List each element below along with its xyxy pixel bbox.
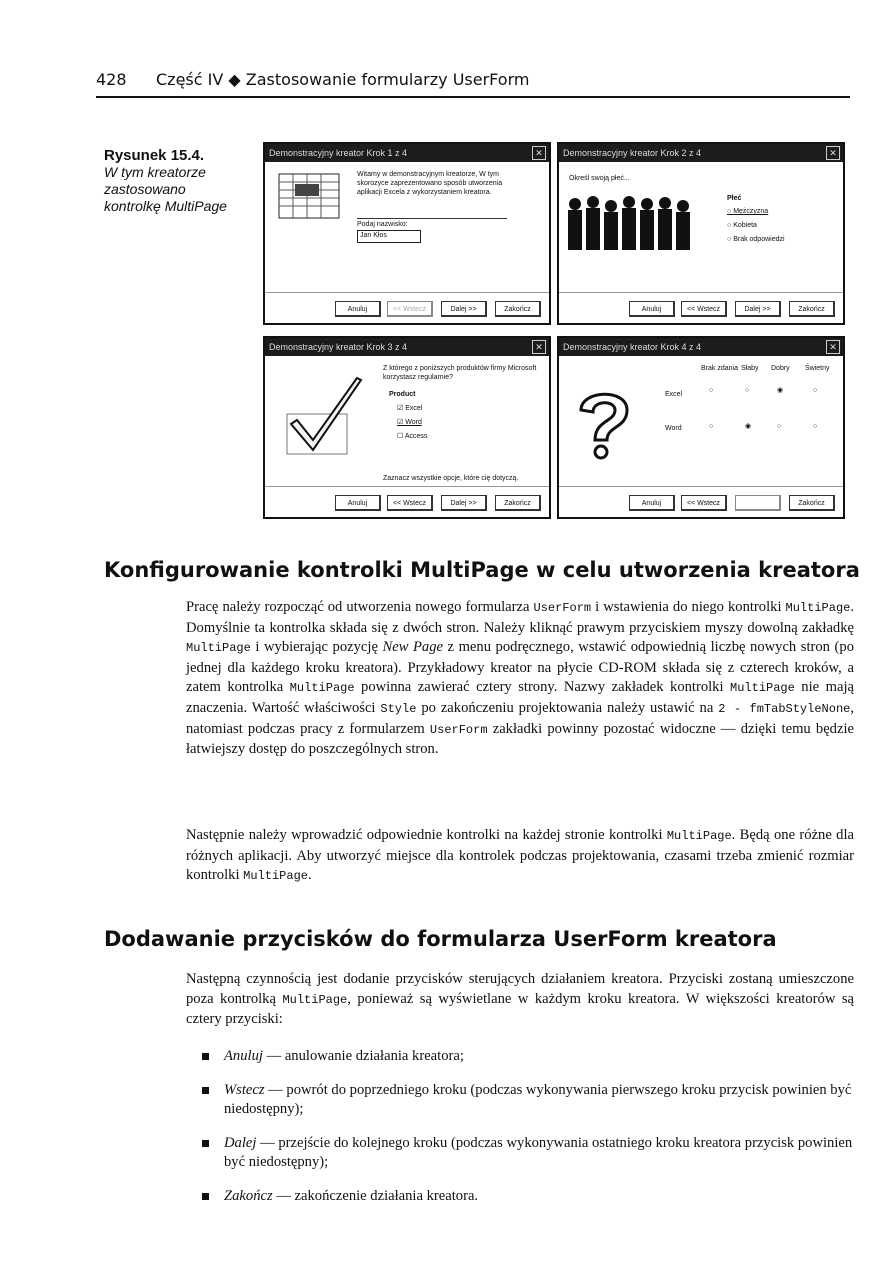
next-button[interactable]: Dalej >>	[735, 301, 781, 317]
list-item: Anuluj — anulowanie działania kreatora;	[196, 1047, 856, 1067]
radio-female[interactable]: ○ Kobieta	[727, 222, 757, 229]
section-heading-multipage: Konfigurowanie kontrolki MultiPage w celu utworzenia kreatora	[104, 558, 860, 582]
paragraph-multipage-1: Pracę należy rozpocząć od utworzenia nowego formularza UserForm i wstawienia do niego kontrolki MultiPage. Domyślnie ta kontrolka składa się z dwóch stron. Należy kliknąć prawym przyciskiem myszy dowolną zakładkę MultiPage i wybierając pozycję New Page z menu podręcznego, wstawić odpowiednią liczbę nowych stron (po jednej dla każdego kroku kreatora). Przykładowy kreator na płycie CD-ROM składa się z czterech kroków, a zatem kontrolka MultiPage powinna zawierać cztery strony. Nazwy zakładek kontrolki MultiPage nie mają znaczenia. Wartość właściwości Style po zakończeniu projektowania należy ustawić na 2 - fmTabStyleNone, natomiast podczas pracy z formularzem UserForm zakładki powinny pozostać widoczne — dzięki temu będzie łatwiejszy dostęp do poszczególnych stron.	[186, 599, 854, 758]
rating-row-word: Word	[665, 425, 682, 432]
dialog-titlebar	[265, 144, 549, 162]
wizard-dialog-step-1	[263, 142, 551, 325]
radio[interactable]: ◉	[777, 387, 784, 394]
dialog-titlebar	[559, 144, 843, 162]
gender-prompt: Określ swoją płeć...	[569, 175, 630, 182]
wizard-dialog-step-2	[557, 142, 845, 325]
cancel-button[interactable]: Anuluj	[335, 495, 381, 511]
spreadsheet-illustration	[277, 172, 341, 220]
next-button[interactable]: Dalej >>	[441, 301, 487, 317]
back-button[interactable]: << Wstecz	[387, 301, 433, 317]
check-word[interactable]: ☑ Word	[397, 418, 422, 426]
dialog-title: Demonstracyjny kreator Krok 2 z 4	[563, 148, 702, 158]
check-access[interactable]: ☐ Access	[397, 432, 427, 440]
cancel-button[interactable]: Anuluj	[335, 301, 381, 317]
radio[interactable]: ○	[813, 423, 818, 430]
question-mark-illustration	[569, 384, 639, 464]
radio[interactable]: ◉	[745, 423, 752, 430]
radio[interactable]: ○	[709, 423, 714, 430]
dialog-titlebar	[265, 338, 549, 356]
finish-button[interactable]: Zakończ	[789, 301, 835, 317]
product-question: Z którego z poniższych produktów firmy Microsoft korzystasz regularnie?	[383, 365, 537, 381]
radio[interactable]: ○	[745, 387, 750, 394]
back-button[interactable]: << Wstecz	[681, 495, 727, 511]
rating-row-excel: Excel	[665, 391, 683, 398]
figure-caption-text: W tym kreatorze zastosowano kontrolkę MultiPage	[104, 164, 227, 214]
people-silhouettes-illustration	[563, 192, 703, 252]
header-rule	[96, 96, 850, 98]
list-item: Wstecz — powrót do poprzedniego kroku (podczas wykonywania pierwszego kroku przycisk powinien być niedostępny);	[196, 1081, 856, 1120]
paragraph-buttons-1: Następną czynnością jest dodanie przycisków sterujących działaniem kreatora. Przyciski zostaną umieszczone poza kontrolką MultiPage, ponieważ są wyświetlane w każdym kroku kreatora. W większości kreatorów są cztery przyciski:	[186, 971, 854, 1028]
running-title: Część IV ◆ Zastosowanie formularzy UserForm	[156, 70, 530, 89]
rating-col-1: Brak zdania	[701, 365, 738, 372]
dialog-title: Demonstracyjny kreator Krok 3 z 4	[269, 342, 408, 352]
next-button[interactable]: Dalej >>	[441, 495, 487, 511]
close-icon[interactable]: ✕	[826, 146, 840, 160]
dialog-title: Demonstracyjny kreator Krok 1 z 4	[269, 148, 408, 158]
cancel-button[interactable]: Anuluj	[629, 301, 675, 317]
check-excel[interactable]: ☑ Excel	[397, 404, 422, 412]
product-group-label: Product	[389, 391, 416, 398]
finish-button[interactable]: Zakończ	[495, 495, 541, 511]
dialog-titlebar	[559, 338, 843, 356]
divider	[357, 218, 507, 219]
gender-group-label: Płeć	[727, 195, 742, 202]
running-header	[96, 70, 852, 89]
page-number: 428	[96, 70, 127, 89]
finish-button[interactable]: Zakończ	[789, 495, 835, 511]
name-input[interactable]: Jan Kłos	[357, 230, 421, 243]
radio-no-answer[interactable]: ○ Brak odpowiedzi	[727, 236, 785, 243]
section-heading-buttons: Dodawanie przycisków do formularza UserForm kreatora	[104, 927, 777, 951]
checkmark-illustration	[277, 374, 367, 464]
figure-label: Rysunek 15.4.	[104, 147, 205, 164]
back-button[interactable]: << Wstecz	[387, 495, 433, 511]
dialog-title: Demonstracyjny kreator Krok 4 z 4	[563, 342, 702, 352]
button-list	[196, 1047, 856, 1221]
radio[interactable]: ○	[813, 387, 818, 394]
next-button[interactable]	[735, 495, 781, 511]
radio-male[interactable]: ○ Mężczyzna	[727, 208, 768, 215]
list-item: Zakończ — zakończenie działania kreatora.	[196, 1187, 856, 1207]
rating-col-3: Dobry	[771, 365, 790, 372]
back-button[interactable]: << Wstecz	[681, 301, 727, 317]
list-item: Dalej — przejście do kolejnego kroku (podczas wykonywania ostatniego kroku kreatora przycisk powinien być niedostępny);	[196, 1134, 856, 1173]
close-icon[interactable]: ✕	[532, 146, 546, 160]
finish-button[interactable]: Zakończ	[495, 301, 541, 317]
paragraph-multipage-2: Następnie należy wprowadzić odpowiednie kontrolki na każdej stronie kontrolki MultiPage. Będą one różne dla różnych aplikacji. Aby utworzyć miejsce dla kontrolek podczas projektowania, czasami trzeba zmienić rozmiar kontrolki MultiPage.	[186, 827, 855, 884]
wizard-dialog-step-3	[263, 336, 551, 519]
radio[interactable]: ○	[709, 387, 714, 394]
wizard-dialog-step-4	[557, 336, 845, 519]
rating-col-4: Świetny	[805, 365, 830, 372]
name-label: Podaj nazwisko:	[357, 221, 408, 228]
figure-caption	[104, 147, 244, 215]
welcome-text: Witamy w demonstracyjnym kreatorze, W tym skorozyce zaprezentowano sposób utworzenia aplikacji Excela z wykorzystaniem kreatora.	[357, 171, 503, 196]
close-icon[interactable]: ✕	[826, 340, 840, 354]
radio[interactable]: ○	[777, 423, 782, 430]
select-all-note: Zaznacz wszystkie opcje, które cię dotyczą.	[383, 475, 519, 482]
close-icon[interactable]: ✕	[532, 340, 546, 354]
rating-col-2: Słaby	[741, 365, 759, 372]
cancel-button[interactable]: Anuluj	[629, 495, 675, 511]
